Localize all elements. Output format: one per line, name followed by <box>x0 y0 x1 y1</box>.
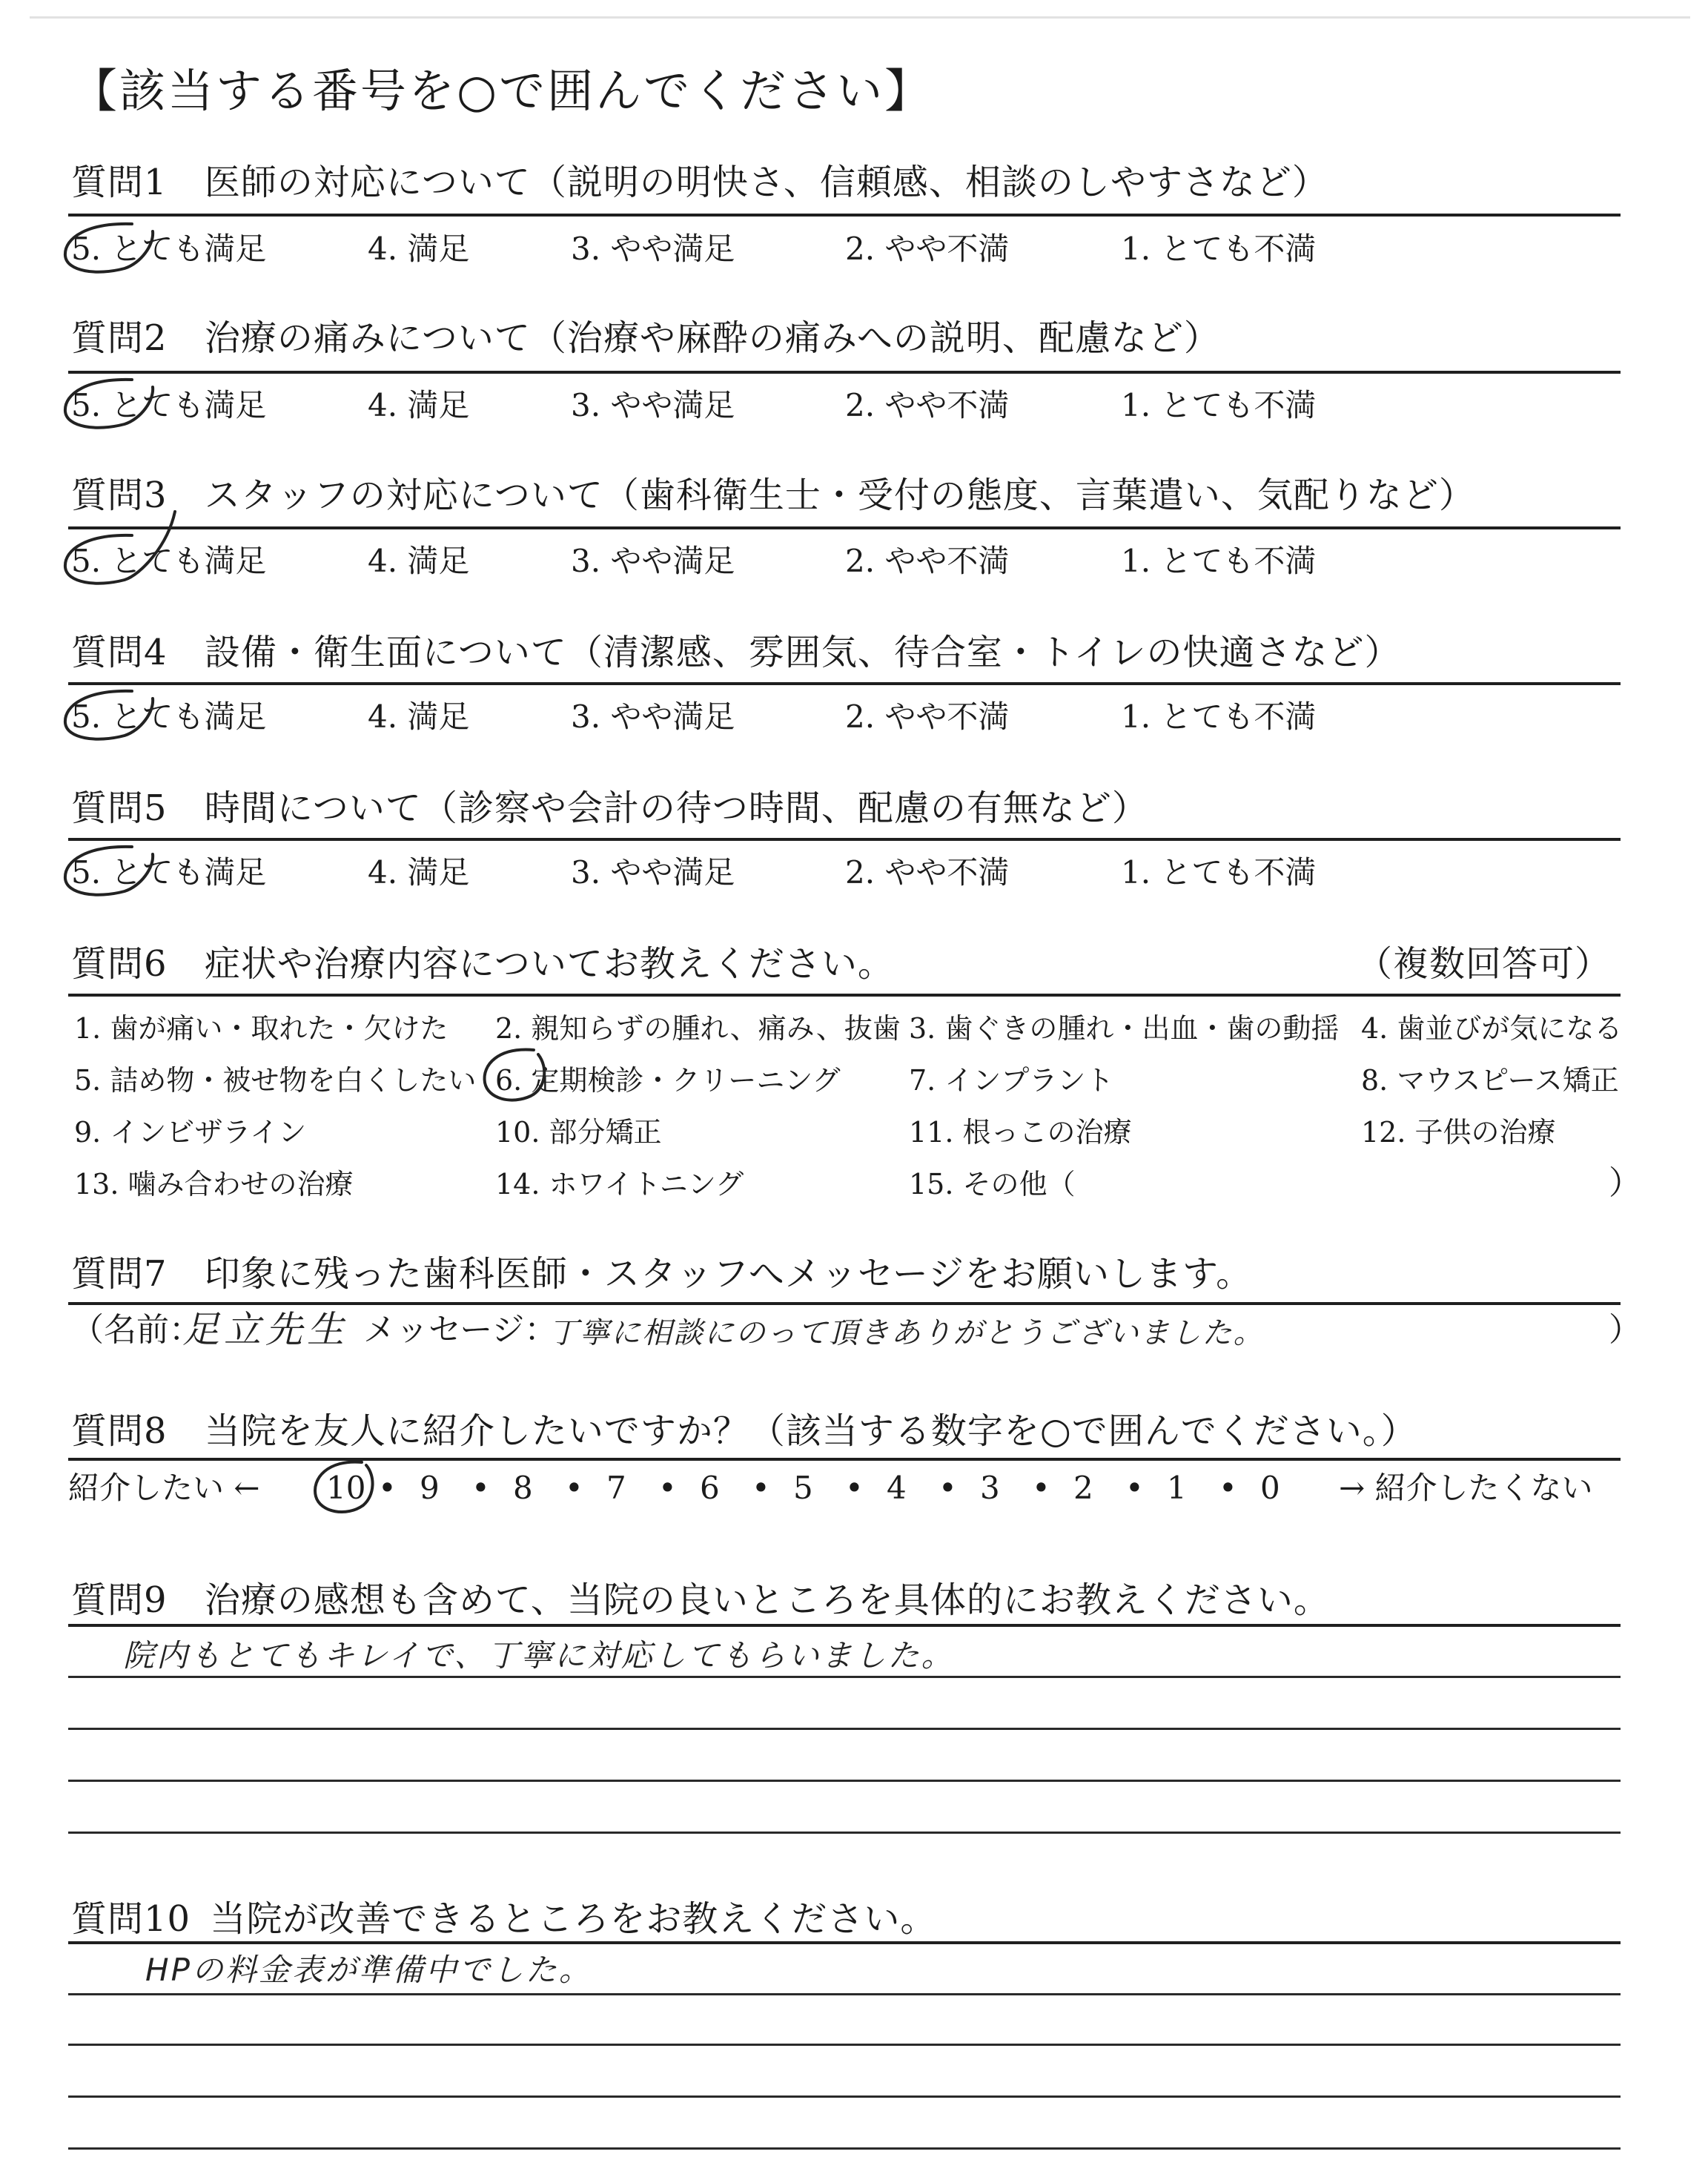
option-4[interactable]: 4. 満足 <box>368 854 470 891</box>
option-4[interactable]: 4. 満足 <box>368 543 470 579</box>
name-handwritten[interactable]: 足立先生 <box>182 1308 348 1351</box>
scale-value-6[interactable]: 6 <box>700 1470 720 1506</box>
question-label: 質問5 <box>71 787 168 829</box>
option-5[interactable]: 5. とても満足 <box>71 854 267 891</box>
option-3[interactable]: 3. やや満足 <box>571 698 735 735</box>
scale-separator-dot: • <box>378 1470 397 1506</box>
selection-circle <box>65 691 153 739</box>
question-text: 治療の感想も含めて、当院の良いところを具体的にお教えください。 <box>204 1579 1330 1621</box>
scale-value-7[interactable]: 7 <box>606 1470 626 1506</box>
improvement-answer[interactable]: HPの料金表が準備中でした。 <box>145 1952 592 1988</box>
selection-circle <box>65 380 153 428</box>
question-text: 当院が改善できるところをお教えください。 <box>210 1898 937 1940</box>
option-2[interactable]: 2. やや不満 <box>845 854 1010 891</box>
selection-circle <box>65 224 153 272</box>
symptom-option-9[interactable]: 9. インビザライン <box>74 1116 307 1149</box>
scale-separator-dot: • <box>1125 1470 1144 1506</box>
symptom-option-15[interactable]: 15. その他（ <box>909 1168 1076 1200</box>
multiple-answers-note: （複数回答可） <box>1357 943 1612 985</box>
question-label: 質問1 <box>71 162 168 203</box>
selection-circle <box>315 1462 373 1512</box>
symptom-option-12[interactable]: 12. 子供の治療 <box>1361 1116 1556 1149</box>
scale-separator-dot: • <box>845 1470 864 1506</box>
scale-value-4[interactable]: 4 <box>887 1470 907 1506</box>
question-label: 質問4 <box>71 632 168 673</box>
option-4[interactable]: 4. 満足 <box>368 698 470 735</box>
option-3[interactable]: 3. やや満足 <box>571 231 735 267</box>
good-points-answer[interactable]: 院内もとてもキレイで、丁寧に対応してもらいました。 <box>123 1637 955 1674</box>
option-1[interactable]: 1. とても不満 <box>1121 698 1317 735</box>
option-5[interactable]: 5. とても満足 <box>71 231 267 267</box>
scale-value-3[interactable]: 3 <box>980 1470 1000 1506</box>
scale-value-1[interactable]: 1 <box>1167 1470 1187 1506</box>
scale-separator-dot: • <box>1032 1470 1050 1506</box>
option-1[interactable]: 1. とても不満 <box>1121 387 1317 423</box>
selection-circle <box>65 512 175 584</box>
symptom-option-8[interactable]: 8. マウスピース矯正 <box>1361 1064 1619 1097</box>
symptom-option-11[interactable]: 11. 根っこの治療 <box>909 1116 1132 1149</box>
option-2[interactable]: 2. やや不満 <box>845 387 1010 423</box>
option-1[interactable]: 1. とても不満 <box>1121 854 1317 891</box>
option-3[interactable]: 3. やや満足 <box>571 854 735 891</box>
option-4[interactable]: 4. 満足 <box>368 231 470 267</box>
option-3[interactable]: 3. やや満足 <box>571 543 735 579</box>
option-5[interactable]: 5. とても満足 <box>71 543 267 579</box>
symptom-option-1[interactable]: 1. 歯が痛い・取れた・欠けた <box>74 1012 448 1045</box>
question-label: 質問6 <box>71 943 168 985</box>
scale-value-5[interactable]: 5 <box>793 1470 813 1506</box>
symptom-option-13[interactable]: 13. 噛み合わせの治療 <box>74 1168 354 1200</box>
scale-value-8[interactable]: 8 <box>513 1470 533 1506</box>
scale-separator-dot: • <box>939 1470 957 1506</box>
question-text: 治療の痛みについて（治療や麻酔の痛みへの説明、配慮など） <box>204 317 1220 359</box>
page-title: 【該当する番号を○で囲んでください】 <box>71 64 933 118</box>
option-5[interactable]: 5. とても満足 <box>71 698 267 735</box>
question-text: スタッフの対応について（歯科衛生士・受付の態度、言葉遣い、気配りなど） <box>204 475 1475 516</box>
question-label: 質問2 <box>71 317 168 359</box>
message-close-paren: ） <box>1609 1311 1641 1349</box>
selection-circle <box>65 847 153 895</box>
message-label: メッセージ： <box>363 1311 557 1349</box>
question-label: 質問3 <box>71 475 168 516</box>
option-1[interactable]: 1. とても不満 <box>1121 231 1317 267</box>
question-text: 医師の対応について（説明の明快さ、信頼感、相談のしやすさなど） <box>204 162 1328 203</box>
question-text: 印象に残った歯科医師・スタッフへメッセージをお願いします。 <box>204 1253 1253 1295</box>
scale-separator-dot: • <box>752 1470 770 1506</box>
symptom-option-10[interactable]: 10. 部分矯正 <box>495 1116 662 1149</box>
scale-separator-dot: • <box>565 1470 583 1506</box>
other-close-paren: ） <box>1609 1164 1641 1202</box>
symptom-option-2[interactable]: 2. 親知らずの腫れ、痛み、抜歯 <box>495 1012 901 1045</box>
symptom-option-5[interactable]: 5. 詰め物・被せ物を白くしたい <box>74 1064 477 1097</box>
scale-value-2[interactable]: 2 <box>1073 1470 1093 1506</box>
question-label: 質問7 <box>71 1253 168 1295</box>
recommend-right-label: → 紹介したくない <box>1339 1470 1593 1506</box>
message-handwritten[interactable]: 丁寧に相談にのって頂きありがとうございました。 <box>549 1316 1265 1350</box>
question-text: 当院を友人に紹介したいですか？（該当する数字を○で囲んでください。） <box>204 1410 1417 1452</box>
recommend-left-label: 紹介したい ← <box>68 1470 260 1506</box>
option-4[interactable]: 4. 満足 <box>368 387 470 423</box>
question-label: 質問9 <box>71 1579 168 1621</box>
scale-separator-dot: • <box>471 1470 490 1506</box>
scale-separator-dot: • <box>1219 1470 1237 1506</box>
symptom-option-14[interactable]: 14. ホワイトニング <box>495 1168 744 1200</box>
question-label: 質問10 <box>71 1898 191 1940</box>
option-1[interactable]: 1. とても不満 <box>1121 543 1317 579</box>
symptom-option-4[interactable]: 4. 歯並びが気になる <box>1361 1012 1623 1045</box>
option-2[interactable]: 2. やや不満 <box>845 543 1010 579</box>
name-label: （名前： <box>71 1311 202 1349</box>
option-2[interactable]: 2. やや不満 <box>845 698 1010 735</box>
option-5[interactable]: 5. とても満足 <box>71 387 267 423</box>
scale-value-0[interactable]: 0 <box>1260 1470 1280 1506</box>
question-text: 設備・衛生面について（清潔感、雰囲気、待合室・トイレの快適さなど） <box>204 632 1401 673</box>
option-2[interactable]: 2. やや不満 <box>845 231 1010 267</box>
symptom-option-6[interactable]: 6. 定期検診・クリーニング <box>495 1064 841 1097</box>
question-text: 症状や治療内容についてお教えください。 <box>204 943 894 985</box>
question-text: 時間について（診察や会計の待つ時間、配慮の有無など） <box>204 787 1148 829</box>
scale-separator-dot: • <box>658 1470 677 1506</box>
symptom-option-7[interactable]: 7. インプラント <box>909 1064 1114 1097</box>
scale-value-10[interactable]: 10 <box>326 1470 366 1506</box>
option-3[interactable]: 3. やや満足 <box>571 387 735 423</box>
selection-circle <box>485 1050 545 1100</box>
scale-value-9[interactable]: 9 <box>420 1470 440 1506</box>
symptom-option-3[interactable]: 3. 歯ぐきの腫れ・出血・歯の動揺 <box>909 1012 1340 1045</box>
question-label: 質問8 <box>71 1410 168 1452</box>
